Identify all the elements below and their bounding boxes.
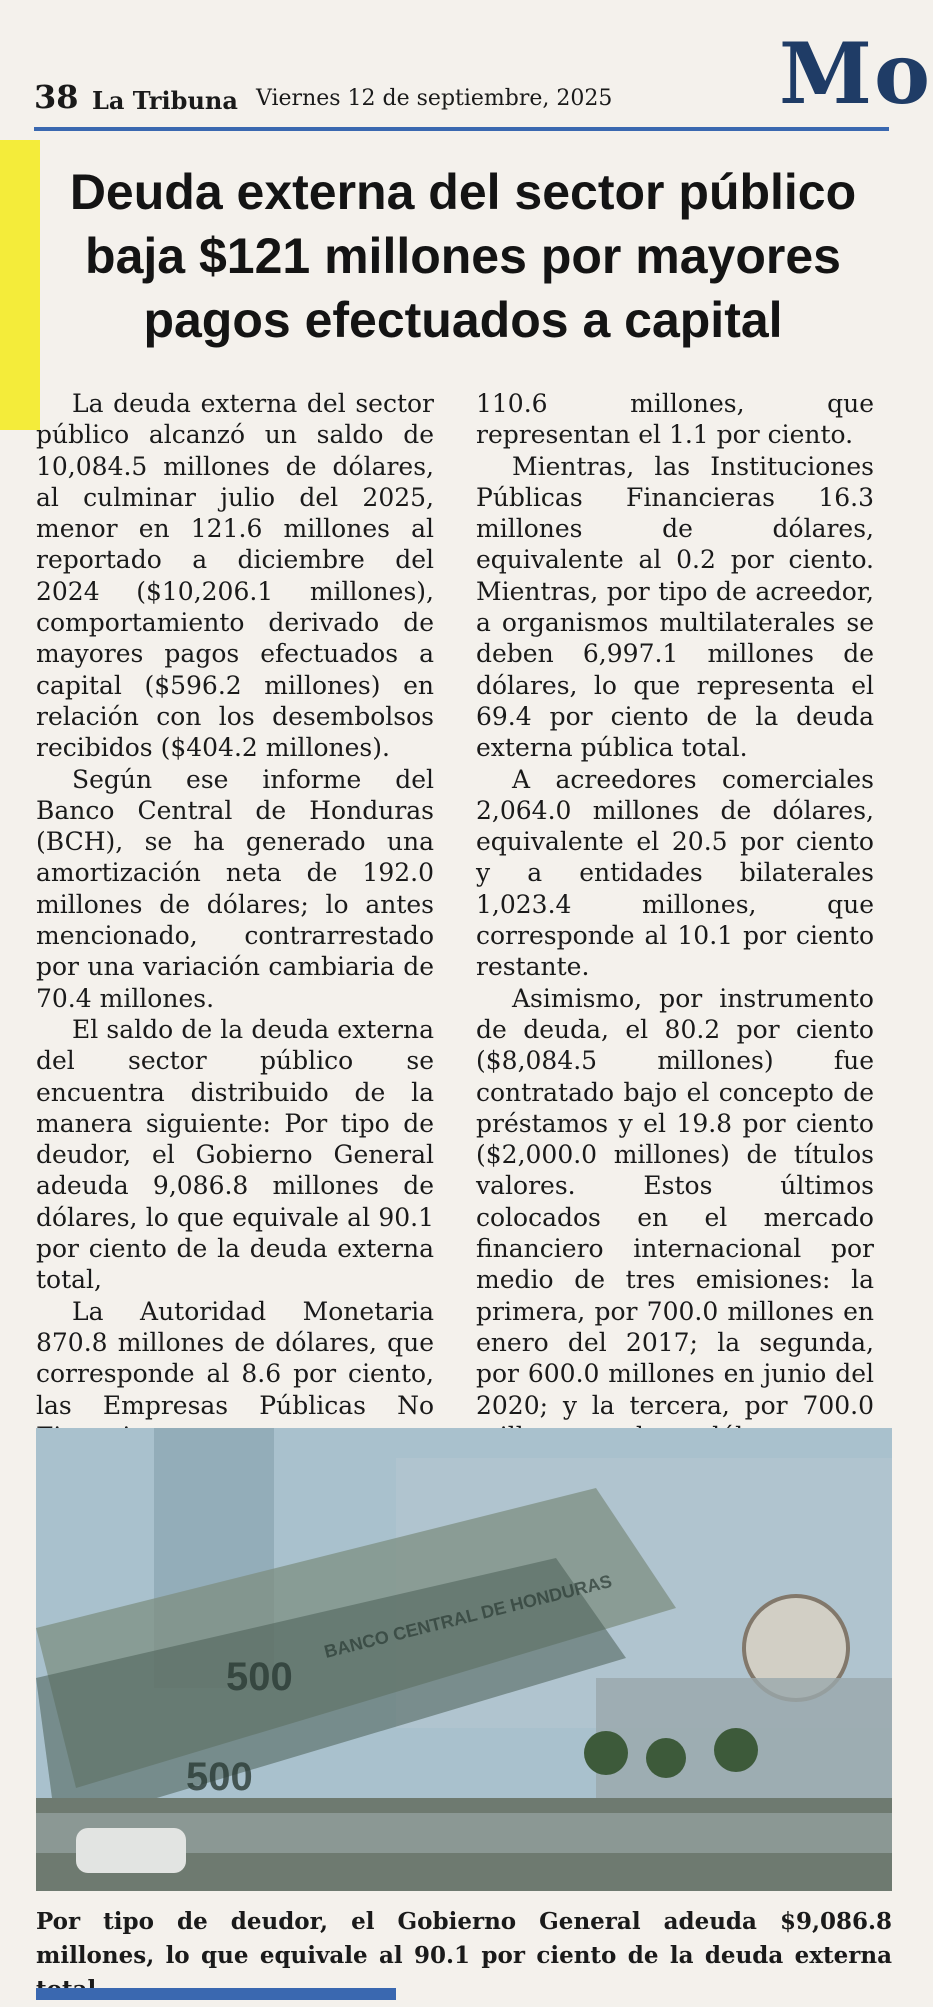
paragraph-3: El saldo de la deuda externa del sector público se encuentra distribuido de la manera siguiente: Por tipo de deudor, el Gobierno General adeuda 9,086.8 millones de dólares, lo que equivale al 90.1 por ciento de la deuda externa total, [36, 1014, 434, 1295]
photo-caption: Por tipo de deudor, el Gobierno General adeuda $9,086.8 millones, lo que equivale al 90.1 por ciento de la deuda externa [36, 1908, 892, 1969]
banknote-denomination-1: 500 [226, 1655, 293, 1699]
issue-date: Viernes 12 de septiembre, 2025 [256, 86, 613, 111]
paragraph-7: Asimismo, por instrumento de deuda, el 80.2 por ciento ($8,084.5 millones) fue contratado bajo el concepto de préstamos y el 19.8 por ciento ($2,000.0 millones) de títulos valores. Estos últimos colocados en el mercado financiero internacional por medio de tres emisiones: la primera, por 700.0 millones en enero del 2017; la segunda, por 600.0 millones en junio del 2020; y la tercera, por 700.0 [476, 983, 874, 1420]
article-photo [36, 1428, 892, 1891]
headline: Deuda externa del sector público baja $121 millones por mayores pagos efectuados a capital [69, 164, 857, 348]
banknote-denomination-2: 500 [186, 1755, 253, 1799]
article-column-2 [476, 388, 874, 1483]
bottom-bar [36, 1988, 396, 2000]
header-rule [34, 127, 889, 131]
banknote-text: BANCO CENTRAL DE HONDURAS [322, 1570, 614, 1662]
page-header [34, 24, 933, 132]
paragraph-4-continued: 110.6 millones, que representan el 1.1 por ciento. [476, 389, 874, 450]
newspaper-name: La Tribuna [92, 86, 238, 115]
paragraph-4: La Autoridad Monetaria 870.8 millones de dólares, que corresponde al 8.6 por ciento, las Empresas Públicas No [36, 1296, 434, 1420]
highlight-mark [0, 140, 40, 430]
article-column-1 [36, 388, 434, 1452]
paragraph-5: Mientras, las Instituciones Públicas Financieras 16.3 millones de dólares, equivalente al 0.2 por ciento. Mientras, por tipo de acreedor, a organismos multilaterales se deben 6,997.1 millones de dólares, lo que representa el 69.4 por ciento de la deuda externa pública total. [476, 451, 874, 763]
page-number: 38 [34, 78, 79, 116]
section-heading: Mo [779, 24, 933, 123]
photo-illustration [36, 1428, 892, 1891]
paragraph-2: Según ese informe del Banco Central de Honduras (BCH), se ha generado una amortización neta de 192.0 millones de dólares; lo antes mencionado, contrarrestado por una variación cambiaria de 70.4 millones. [36, 764, 434, 1013]
paragraph-1: La deuda externa del sector público alcanzó un saldo de 10,084.5 millones de dólares, al culminar julio del 2025, menor en 121.6 millones al reportado a diciembre del 2024 ($10,206.1 millones), comportamiento derivado de mayores pagos efectuados a capital ($596.2 millones) en relación con los desembolsos recibidos ($404.2 millones). [36, 389, 434, 763]
paragraph-6: A acreedores comerciales 2,064.0 millones de dólares, equivalente el 20.5 por ciento y a entidades bilaterales 1,023.4 millones, que corresponde al 10.1 por ciento restante. [476, 764, 874, 982]
